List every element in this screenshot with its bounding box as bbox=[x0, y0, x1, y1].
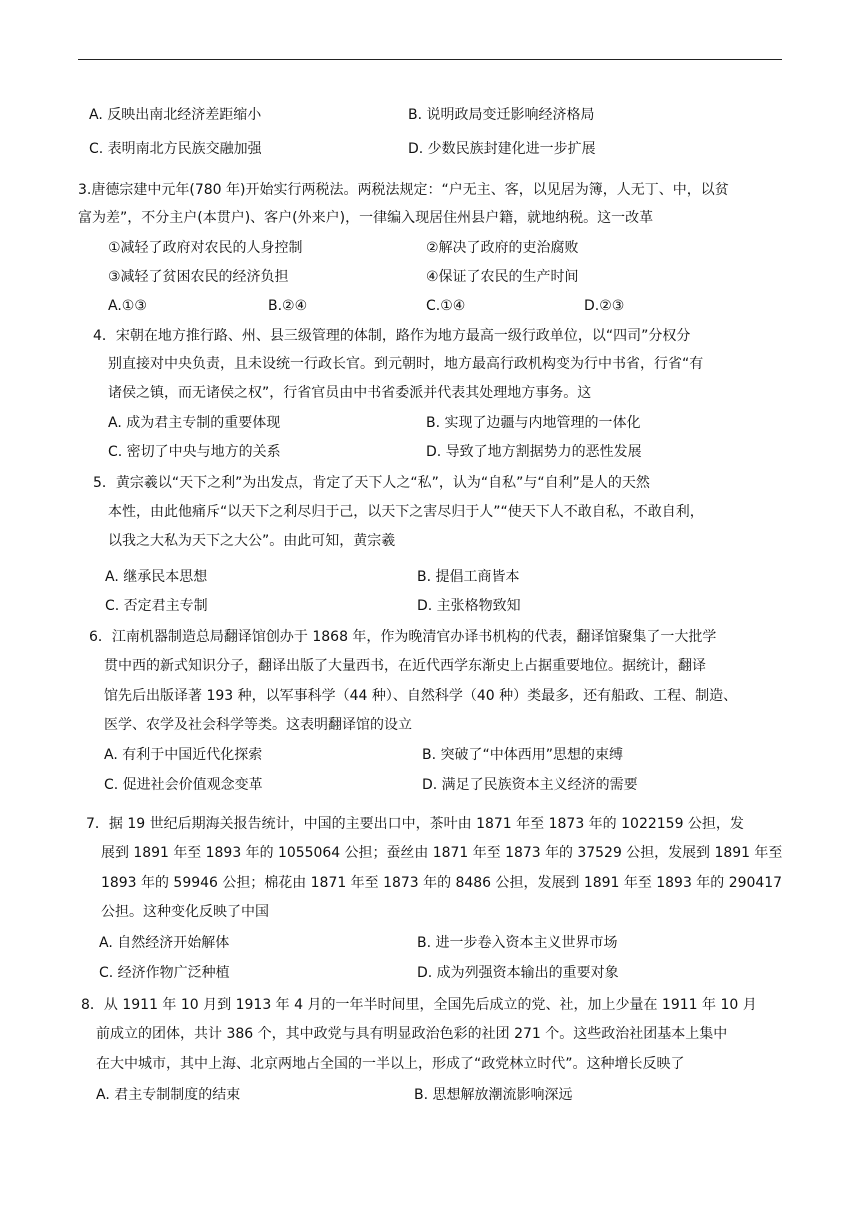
q4-option-a: A. 成为君主专制的重要体现 bbox=[108, 415, 281, 431]
q5-stem-line: 5．黄宗羲以“天下之利”为出发点，肯定了天下人之“私”，认为“自私”与“自利”是人的天然 bbox=[93, 475, 650, 491]
q2-option-b: B. 说明政局变迁影响经济格局 bbox=[408, 107, 595, 123]
q3-option-c: C.①④ bbox=[426, 298, 466, 314]
q5-option-b: B. 提倡工商皆本 bbox=[417, 569, 520, 585]
q4-stem-line: 诸侯之镇，而无诸侯之权”，行省官员由中书省委派并代表其处理地方事务。这 bbox=[108, 385, 592, 401]
q5-option-a: A. 继承民本思想 bbox=[105, 569, 208, 585]
header-rule bbox=[78, 59, 782, 60]
q6-stem-line: 医学、农学及社会科学等类。这表明翻译馆的设立 bbox=[104, 717, 412, 733]
q3-stem-line: 富为差”，不分主户(本贯户)、客户(外来户)，一律编入现居住州县户籍，就地纳税。这一改革 bbox=[78, 210, 654, 226]
q3-item-1: ①减轻了政府对农民的人身控制 bbox=[108, 240, 303, 256]
q4-option-d: D. 导致了地方割据势力的恶性发展 bbox=[426, 444, 642, 460]
q6-option-b: B. 突破了“中体西用”思想的束缚 bbox=[422, 747, 624, 763]
q3-item-4: ④保证了农民的生产时间 bbox=[426, 269, 579, 285]
q5-option-d: D. 主张格物致知 bbox=[417, 598, 521, 614]
q7-stem-line: 公担。这种变化反映了中国 bbox=[101, 904, 269, 920]
q4-stem-line: 4．宋朝在地方推行路、州、县三级管理的体制，路作为地方最高一级行政单位，以“四司”分权分 bbox=[93, 328, 691, 344]
q3-item-2: ②解决了政府的吏治腐败 bbox=[426, 240, 579, 256]
q3-option-a: A.①③ bbox=[108, 298, 147, 314]
q8-stem-line: 在大中城市，其中上海、北京两地占全国的一半以上，形成了“政党林立时代”。这种增长反映了 bbox=[96, 1056, 685, 1072]
q7-option-a: A. 自然经济开始解体 bbox=[99, 935, 230, 951]
q8-stem-line: 8．从 1911 年 10 月到 1913 年 4 月的一年半时间里，全国先后成立的党、社，加上少量在 1911 年 10 月 bbox=[81, 997, 757, 1013]
q7-option-c: C. 经济作物广泛种植 bbox=[99, 965, 230, 981]
q5-stem-line: 本性，由此他痛斥“以天下之利尽归于己，以天下之害尽归于人”“使天下人不敢自私，不敢自利， bbox=[108, 504, 704, 520]
q3-stem-line: 3.唐德宗建中元年(780 年)开始实行两税法。两税法规定：“户无主、客，以见居为簿，人无丁、中，以贫 bbox=[78, 182, 729, 198]
q5-stem-line: 以我之大私为天下之大公”。由此可知，黄宗羲 bbox=[108, 533, 396, 549]
q5-option-c: C. 否定君主专制 bbox=[105, 598, 208, 614]
q7-stem-line: 1893 年的 59946 公担；棉花由 1871 年至 1873 年的 8486 公担，发展到 1891 年至 1893 年的 290417 bbox=[101, 875, 783, 891]
q7-stem-line: 7．据 19 世纪后期海关报告统计，中国的主要出口中，茶叶由 1871 年至 1873 年的 1022159 公担，发 bbox=[86, 816, 744, 832]
q6-stem-line: 6．江南机器制造总局翻译馆创办于 1868 年，作为晚清官办译书机构的代表，翻译馆聚集了一大批学 bbox=[89, 629, 717, 645]
q7-option-b: B. 进一步卷入资本主义世界市场 bbox=[417, 935, 618, 951]
q6-option-d: D. 满足了民族资本主义经济的需要 bbox=[422, 777, 638, 793]
q6-stem-line: 馆先后出版译著 193 种，以军事科学（44 种）、自然科学（40 种）类最多，还有船政、工程、制造、 bbox=[104, 688, 738, 704]
q7-option-d: D. 成为列强资本输出的重要对象 bbox=[417, 965, 619, 981]
q4-option-c: C. 密切了中央与地方的关系 bbox=[108, 444, 281, 460]
q7-stem-line: 展到 1891 年至 1893 年的 1055064 公担；蚕丝由 1871 年至 1873 年的 37529 公担，发展到 1891 年至 bbox=[101, 845, 783, 861]
q3-option-d: D.②③ bbox=[584, 298, 625, 314]
q8-option-a: A. 君主专制制度的结束 bbox=[96, 1087, 241, 1103]
q2-option-c: C. 表明南北方民族交融加强 bbox=[89, 141, 262, 157]
q4-stem-line: 别直接对中央负责，且未设统一行政长官。到元朝时，地方最高行政机构变为行中书省，行省“有 bbox=[108, 356, 704, 372]
q8-stem-line: 前成立的团体，共计 386 个，其中政党与具有明显政治色彩的社团 271 个。这些政治社团基本上集中 bbox=[96, 1026, 728, 1042]
q6-option-a: A. 有利于中国近代化探索 bbox=[104, 747, 263, 763]
q2-option-d: D. 少数民族封建化进一步扩展 bbox=[408, 141, 596, 157]
q8-option-b: B. 思想解放潮流影响深远 bbox=[414, 1087, 573, 1103]
q3-item-3: ③减轻了贫困农民的经济负担 bbox=[108, 269, 289, 285]
q4-option-b: B. 实现了边疆与内地管理的一体化 bbox=[426, 415, 641, 431]
q3-option-b: B.②④ bbox=[268, 298, 308, 314]
q6-stem-line: 贯中西的新式知识分子，翻译出版了大量西书，在近代西学东渐史上占据重要地位。据统计，翻译 bbox=[104, 658, 706, 674]
q6-option-c: C. 促进社会价值观念变革 bbox=[104, 777, 263, 793]
q2-option-a: A. 反映出南北经济差距缩小 bbox=[89, 107, 262, 123]
